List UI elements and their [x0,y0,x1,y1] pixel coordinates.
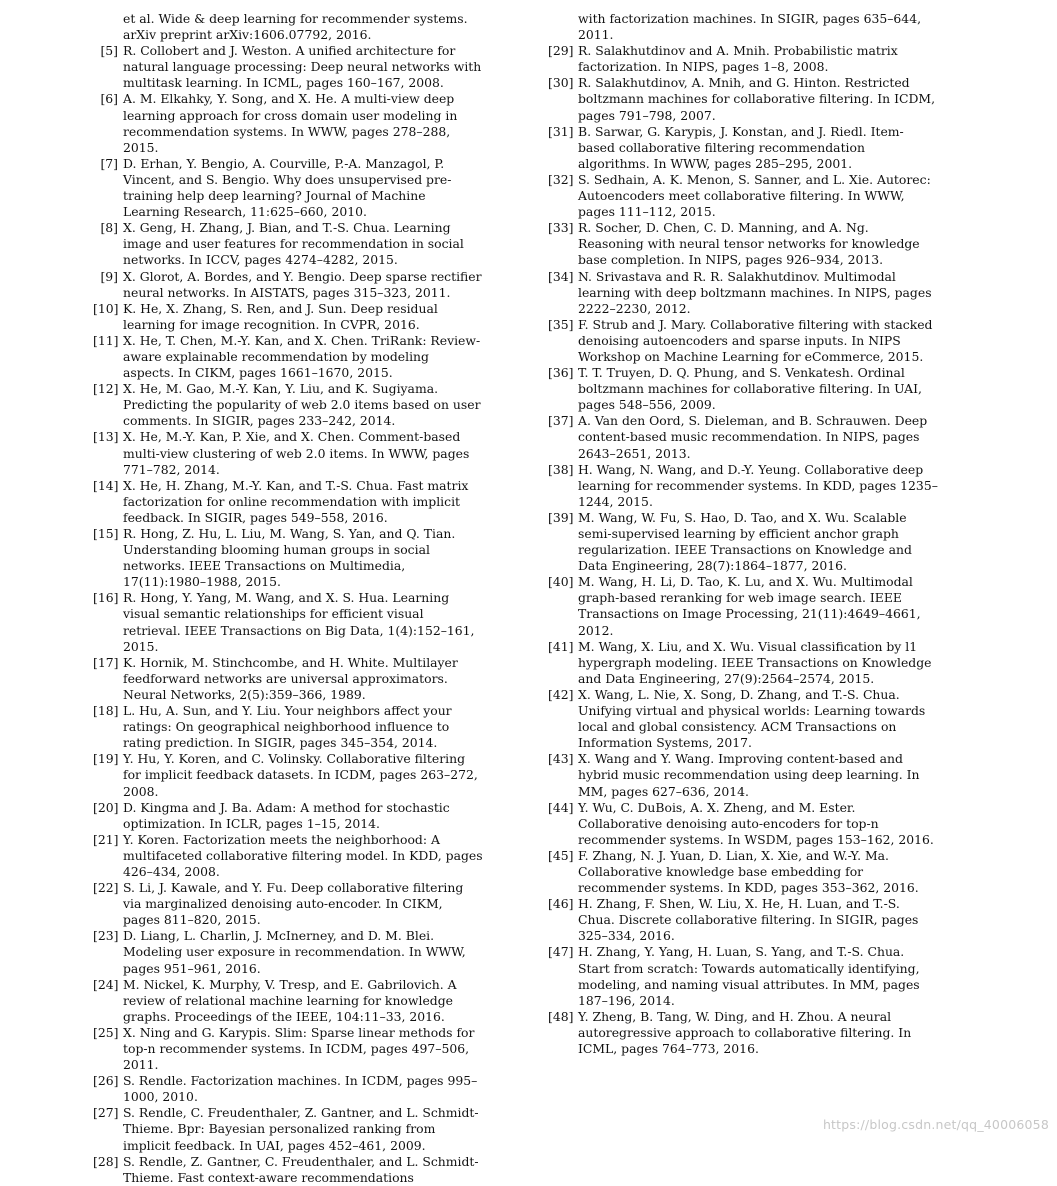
reference-number: [24] [93,976,119,992]
reference-text: Y. Koren. Factorization meets the neighborhood: A multifaceted collaborative filtering model. In KDD, pages 426–434, 2008. [123,831,483,879]
reference-number: [10] [93,300,119,316]
reference-text: Y. Zheng, B. Tang, W. Ding, and H. Zhou. A neural autoregressive approach to collaborative filtering. In ICML, pages 764–773, 2016. [578,1008,912,1056]
reference-text: B. Sarwar, G. Karypis, J. Konstan, and J. Riedl. Item-based collaborative filtering recommendation algorithms. In WWW, pages 285–295, 2001. [578,123,904,171]
reference-number: [30] [548,75,574,91]
reference-number: [21] [93,831,119,847]
reference-text: D. Liang, L. Charlin, J. McInerney, and D. M. Blei. Modeling user exposure in recommendation. In WWW, pages 951–961, 2016. [123,928,466,976]
reference-text: H. Zhang, F. Shen, W. Liu, X. He, H. Luan, and T.-S. Chua. Discrete collaborative filtering. In SIGIR, pages 325–334, 2016. [578,896,919,944]
reference-number: [41] [548,638,574,654]
reference-item [93,1073,483,1105]
reference-text: N. Srivastava and R. R. Salakhutdinov. Multimodal learning with deep boltzmann machines. In NIPS, pages 2222–2230, 2012. [578,268,932,316]
reference-text: R. Socher, D. Chen, C. D. Manning, and A. Ng. Reasoning with neural tensor networks for knowledge base completion. In NIPS, pages 926–934, 2013. [578,220,920,268]
reference-item [93,220,483,268]
reference-number: [16] [93,590,119,606]
reference-number: [36] [548,365,574,381]
reference-text: M. Nickel, K. Murphy, V. Tresp, and E. Gabrilovich. A review of relational machine learning for knowledge graphs. Proceedings of the IEEE, 104:11–33, 2016. [123,976,457,1024]
reference-text: X. Wang, L. Nie, X. Song, D. Zhang, and T.-S. Chua. Unifying virtual and physical worlds: Learning towards local and global consistency. ACM Transactions on Information Systems, 2017. [578,686,926,751]
reference-item [93,91,483,155]
reference-number: [25] [93,1024,119,1040]
reference-item [93,1154,483,1186]
reference-number: [11] [93,332,119,348]
reference-number: [43] [548,751,574,767]
references-left-column [93,11,483,1186]
reference-item [93,156,483,220]
reference-continuation [548,11,938,43]
reference-number: [13] [93,429,119,445]
reference-item [548,75,938,123]
reference-continuation [93,11,483,43]
reference-number: [6] [100,91,118,107]
reference-item [548,687,938,751]
reference-number: [22] [93,880,119,896]
reference-number: [12] [93,381,119,397]
reference-text: R. Hong, Y. Yang, M. Wang, and X. S. Hua. Learning visual semantic relationships for efficient visual retrieval. IEEE Transactions on Big Data, 1(4):152–161, 2015. [123,590,475,654]
reference-item [93,478,483,526]
reference-text: R. Salakhutdinov and A. Mnih. Probabilistic matrix factorization. In NIPS, pages 1–8, 2008. [578,43,898,75]
reference-text: S. Rendle, Z. Gantner, C. Freudenthaler, and L. Schmidt-Thieme. Fast context-aware recommendations [123,1153,479,1185]
reference-number: [28] [93,1153,119,1169]
reference-text: A. M. Elkahky, Y. Song, and X. He. A multi-view deep learning approach for cross domain user modeling in recommendation systems. In WWW, pages 278–288, 2015. [123,91,458,155]
reference-number: [19] [93,751,119,767]
reference-text: X. He, M. Gao, M.-Y. Kan, Y. Liu, and K. Sugiyama. Predicting the popularity of web 2.0 items based on user comments. In SIGIR, pages 233–242, 2014. [123,381,481,429]
reference-text: T. T. Truyen, D. Q. Phung, and S. Venkatesh. Ordinal boltzmann machines for collaborative filtering. In UAI, pages 548–556, 2009. [578,365,922,413]
reference-number: [46] [548,896,574,912]
reference-item [548,510,938,574]
reference-number: [35] [548,316,574,332]
reference-text: X. He, M.-Y. Kan, P. Xie, and X. Chen. Comment-based multi-view clustering of web 2.0 items. In WWW, pages 771–782, 2014. [123,429,470,477]
reference-number: [45] [548,847,574,863]
reference-text: M. Wang, H. Li, D. Tao, K. Lu, and X. Wu. Multimodal graph-based reranking for web image search. IEEE Transactions on Image Processing, 21(11):4649–4661, 2012. [578,574,921,638]
reference-text: X. He, T. Chen, M.-Y. Kan, and X. Chen. TriRank: Review-aware explainable recommendation by modeling aspects. In CIKM, pages 1661–1670, 2015. [123,332,481,381]
reference-number: [5] [100,43,118,59]
reference-text: R. Hong, Z. Hu, L. Liu, M. Wang, S. Yan, and Q. Tian. Understanding blooming human groups in social networks. IEEE Transactions on Multimedia, 17(11):1980–1988, 2015. [123,526,456,590]
reference-number: [14] [93,477,119,493]
reference-text: S. Rendle. Factorization machines. In ICDM, pages 995–1000, 2010. [123,1073,478,1105]
reference-item [548,639,938,687]
reference-item [548,317,938,365]
reference-item [548,574,938,638]
reference-number: [18] [93,703,119,719]
reference-number: [7] [100,155,118,171]
reference-number: [15] [93,526,119,541]
reference-item [93,655,483,703]
reference-number: [48] [548,1008,574,1024]
reference-text: X. Glorot, A. Bordes, and Y. Bengio. Deep sparse rectifier neural networks. In AISTATS, pages 315–323, 2011. [123,268,482,300]
reference-text: S. Rendle, C. Freudenthaler, Z. Gantner, and L. Schmidt-Thieme. Bpr: Bayesian personalized ranking from implicit feedback. In UAI, pages 452–461, 2009. [123,1105,479,1153]
reference-number: [37] [548,413,574,429]
reference-item [93,880,483,928]
reference-list [548,43,938,1057]
reference-item [548,751,938,799]
reference-item [93,832,483,880]
reference-number: [40] [548,574,574,590]
reference-item [548,1009,938,1057]
reference-item [548,896,938,944]
reference-text: M. Wang, X. Liu, and X. Wu. Visual classification by l1 hypergraph modeling. IEEE Transactions on Knowledge and Data Engineering, 27(9):2564–2574, 2015. [578,638,932,686]
reference-number: [38] [548,461,574,477]
reference-text: F. Zhang, N. J. Yuan, D. Lian, X. Xie, and W.-Y. Ma. Collaborative knowledge base embedding for recommender systems. In KDD, pages 353–362, 2016. [578,847,919,896]
reference-text: K. Hornik, M. Stinchcombe, and H. White. Multilayer feedforward networks are universal approximators. Neural Networks, 2(5):359–366, 1989. [123,654,458,702]
reference-list [93,43,483,1186]
reference-text: et al. Wide & deep learning for recommender systems. arXiv preprint arXiv:1606.07792, 2016. [123,11,468,43]
reference-item [93,703,483,751]
reference-text: Y. Wu, C. DuBois, A. X. Zheng, and M. Ester. Collaborative denoising auto-encoders for top-n recommender systems. In WSDM, pages 153–162, 2016. [578,799,934,847]
reference-number: [8] [100,220,118,236]
reference-item [93,269,483,301]
reference-item [93,1025,483,1073]
reference-number: [27] [93,1105,119,1121]
reference-number: [20] [93,799,119,815]
reference-number: [32] [548,171,574,187]
reference-text: with factorization machines. In SIGIR, pages 635–644, 2011. [578,11,922,43]
reference-number: [44] [548,799,574,815]
reference-text: R. Salakhutdinov, A. Mnih, and G. Hinton. Restricted boltzmann machines for collaborative filtering. In ICDM, pages 791–798, 2007. [578,75,936,123]
reference-number: [17] [93,654,119,670]
reference-item [548,462,938,510]
references-right-column [548,11,938,1057]
reference-item [548,365,938,413]
reference-text: X. He, H. Zhang, M.-Y. Kan, and T.-S. Chua. Fast matrix factorization for online recommendation with implicit feedback. In SIGIR, pages 549–558, 2016. [123,477,469,525]
reference-item [548,43,938,75]
reference-text: D. Kingma and J. Ba. Adam: A method for stochastic optimization. In ICLR, pages 1–15, 2014. [123,799,450,831]
reference-number: [42] [548,686,574,702]
reference-item [93,800,483,832]
reference-item [93,301,483,333]
reference-number: [23] [93,928,119,944]
reference-number: [33] [548,220,574,236]
reference-item [548,220,938,268]
reference-number: [29] [548,43,574,59]
reference-text: Y. Hu, Y. Koren, and C. Volinsky. Collaborative filtering for implicit feedback datasets. In ICDM, pages 263–272, 2008. [123,751,478,799]
reference-item [93,429,483,477]
reference-text: H. Wang, N. Wang, and D.-Y. Yeung. Collaborative deep learning for recommender systems. In KDD, pages 1235–1244, 2015. [578,461,938,509]
reference-text: D. Erhan, Y. Bengio, A. Courville, P.-A. Manzagol, P. Vincent, and S. Bengio. Why does unsupervised pre-training help deep learning? Journal of Machine Learning Research, 11:625–660, 2010. [123,155,452,220]
reference-number: [47] [548,944,574,960]
reference-item [93,977,483,1025]
reference-item [93,381,483,429]
reference-number: [9] [100,268,118,284]
reference-item [548,172,938,220]
watermark-url: https://blog.csdn.net/qq_40006058 [822,1117,1049,1132]
reference-text: F. Strub and J. Mary. Collaborative filtering with stacked denoising autoencoders and sparse inputs. In NIPS Workshop on Machine Learning for eCommerce, 2015. [578,316,933,364]
reference-text: R. Collobert and J. Weston. A unified architecture for natural language processing: Deep neural networks with multitask learning. In ICML, pages 160–167, 2008. [123,43,482,91]
reference-text: L. Hu, A. Sun, and Y. Liu. Your neighbors affect your ratings: On geographical neighborhood influence to rating prediction. In SIGIR, pages 345–354, 2014. [123,703,452,751]
reference-item [548,800,938,848]
reference-item [548,944,938,1008]
reference-item [93,526,483,590]
reference-text: X. Ning and G. Karypis. Slim: Sparse linear methods for top-n recommender systems. In ICDM, pages 497–506, 2011. [123,1024,475,1073]
reference-text: K. He, X. Zhang, S. Ren, and J. Sun. Deep residual learning for image recognition. In CVPR, 2016. [123,300,438,332]
reference-text: X. Wang and Y. Wang. Improving content-based and hybrid music recommendation using deep learning. In MM, pages 627–636, 2014. [578,751,920,799]
reference-text: H. Zhang, Y. Yang, H. Luan, S. Yang, and T.-S. Chua. Start from scratch: Towards automatically identifying, modeling, and naming visual attributes. In MM, pages 187–196, 2014. [578,944,920,1008]
reference-number: [31] [548,123,574,139]
reference-item [93,928,483,976]
reference-number: [39] [548,509,574,525]
reference-item [93,590,483,654]
reference-text: X. Geng, H. Zhang, J. Bian, and T.-S. Chua. Learning image and user features for recommendation in social networks. In ICCV, pages 4274–4282, 2015. [123,220,464,268]
reference-item [548,413,938,461]
reference-item [93,43,483,91]
reference-item [548,124,938,172]
reference-text: S. Li, J. Kawale, and Y. Fu. Deep collaborative filtering via marginalized denoising auto-encoder. In CIKM, pages 811–820, 2015. [123,880,464,928]
reference-item [548,269,938,317]
reference-text: S. Sedhain, A. K. Menon, S. Sanner, and L. Xie. Autorec: Autoencoders meet collaborative filtering. In WWW, pages 111–112, 2015. [578,171,931,220]
reference-item [548,848,938,896]
reference-item [93,1105,483,1153]
reference-number: [26] [93,1073,119,1089]
reference-item [93,333,483,381]
reference-text: A. Van den Oord, S. Dieleman, and B. Schrauwen. Deep content-based music recommendation. In NIPS, pages 2643–2651, 2013. [578,413,928,461]
reference-item [93,751,483,799]
reference-text: M. Wang, W. Fu, S. Hao, D. Tao, and X. Wu. Scalable semi-supervised learning by efficient anchor graph regularization. IEEE Transactions on Knowledge and Data Engineering, 28(7):1864–1877, 2016. [578,509,912,574]
reference-number: [34] [548,268,574,284]
